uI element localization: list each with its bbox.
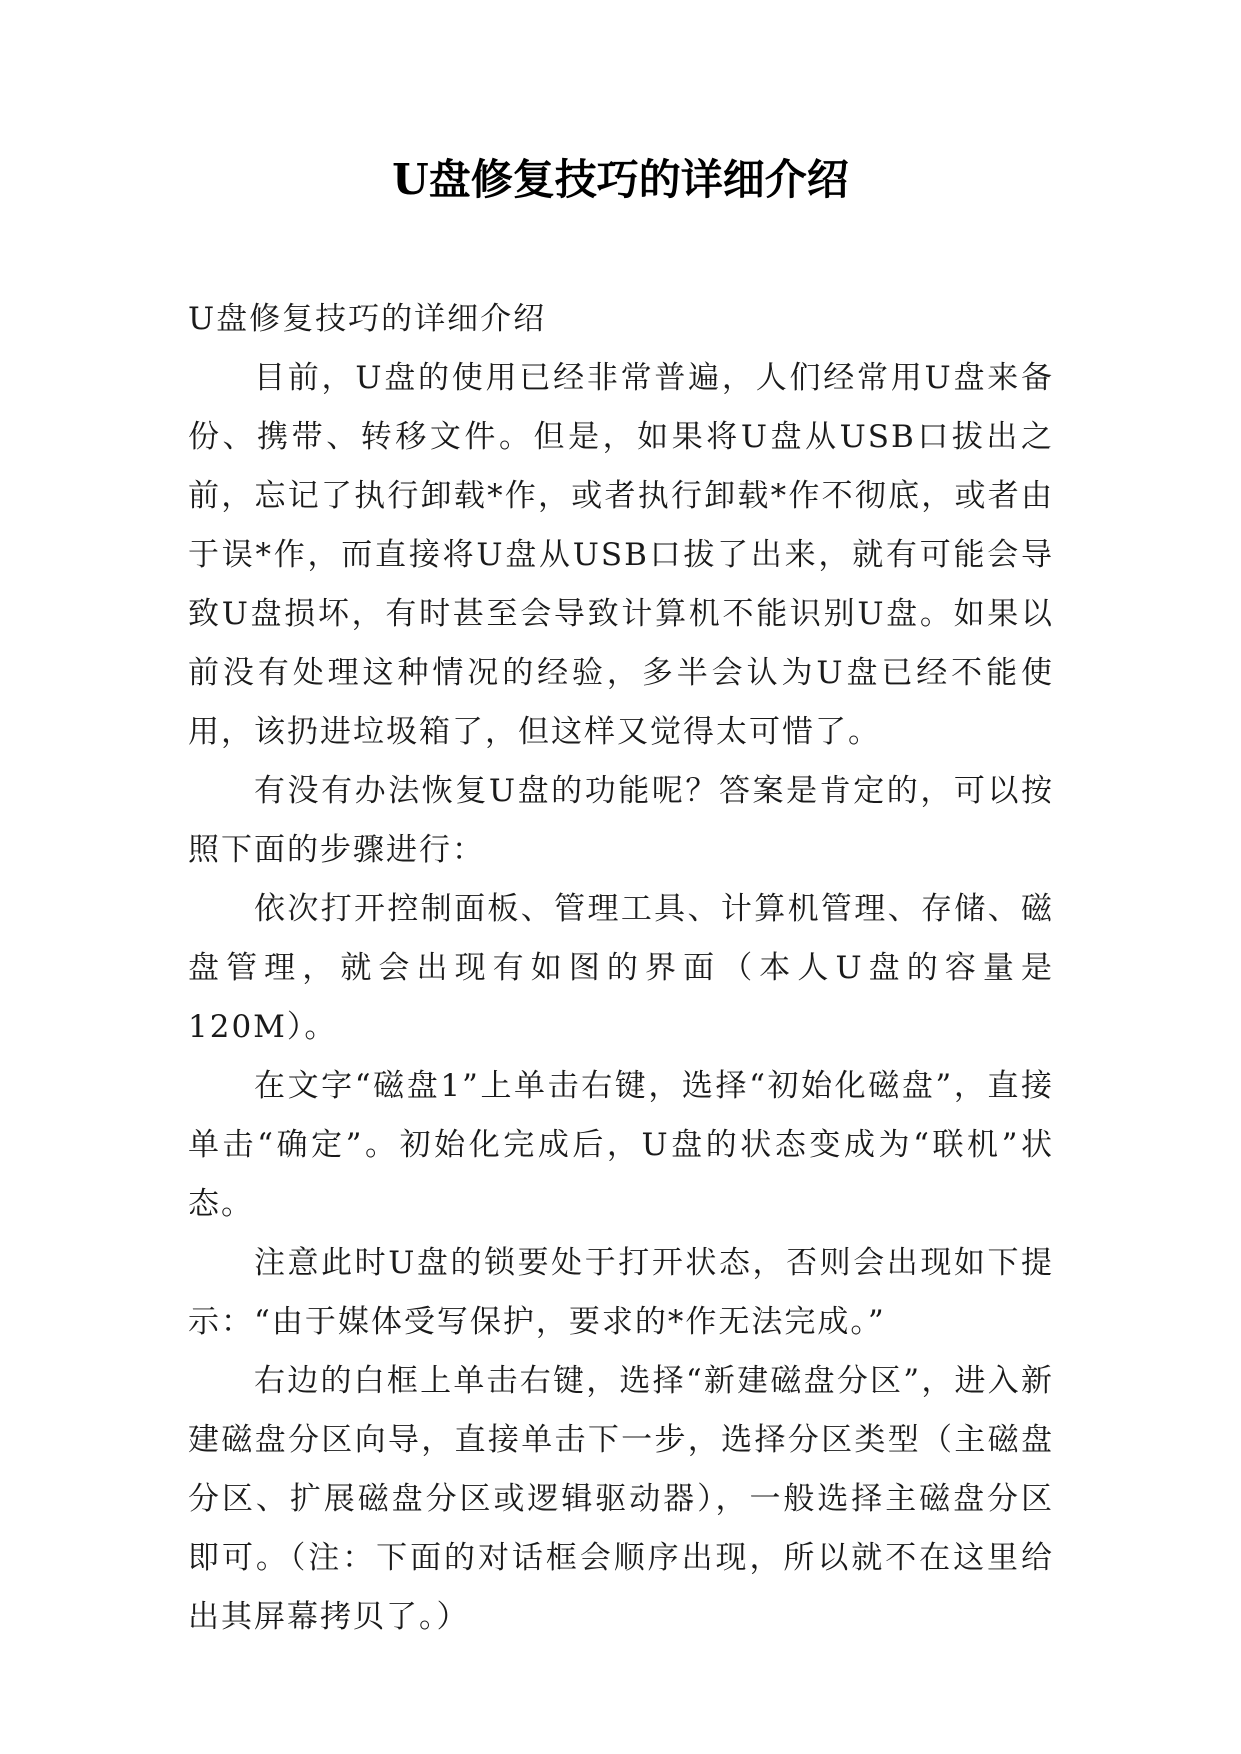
page-title: U盘修复技巧的详细介绍 xyxy=(392,155,849,204)
body-paragraph: 依次打开控制面板、管理工具、计算机管理、存储、磁盘管理，就会出现有如图的界面（本人U盘的容量是120M）。 xyxy=(188,891,1054,1045)
body-paragraph: 目前，U盘的使用已经非常普遍，人们经常用U盘来备份、携带、转移文件。但是，如果将U盘从USB口拔出之前，忘记了执行卸载*作，或者执行卸载*作不彻底，或者由于误*作，而直接将U盘从USB口拔了出来，就有可能会导致U盘损坏，有时甚至会导致计算机不能识别U盘。如果以前没有处理这种情况的经验，多半会认为U盘已经不能使用，该扔进垃圾箱了，但这样又觉得太可惜了。 xyxy=(188,360,1054,750)
document-body xyxy=(188,290,1054,1647)
body-paragraph: 注意此时U盘的锁要处于打开状态，否则会出现如下提示：“由于媒体受写保护，要求的*作无法完成。” xyxy=(188,1245,1054,1340)
body-paragraph: 在文字“磁盘1”上单击右键，选择“初始化磁盘”，直接单击“确定”。初始化完成后，U盘的状态变成为“联机”状态。 xyxy=(188,1068,1054,1222)
body-paragraph: 右边的白框上单击右键，选择“新建磁盘分区”，进入新建磁盘分区向导，直接单击下一步，选择分区类型（主磁盘分区、扩展磁盘分区或逻辑驱动器），一般选择主磁盘分区即可。（注：下面的对话框会顺序出现，所以就不在这里给出其屏幕拷贝了。） xyxy=(188,1363,1054,1635)
body-paragraph: 有没有办法恢复U盘的功能呢？答案是肯定的，可以按照下面的步骤进行： xyxy=(188,773,1054,868)
subtitle-paragraph: U盘修复技巧的详细介绍 xyxy=(188,301,547,337)
